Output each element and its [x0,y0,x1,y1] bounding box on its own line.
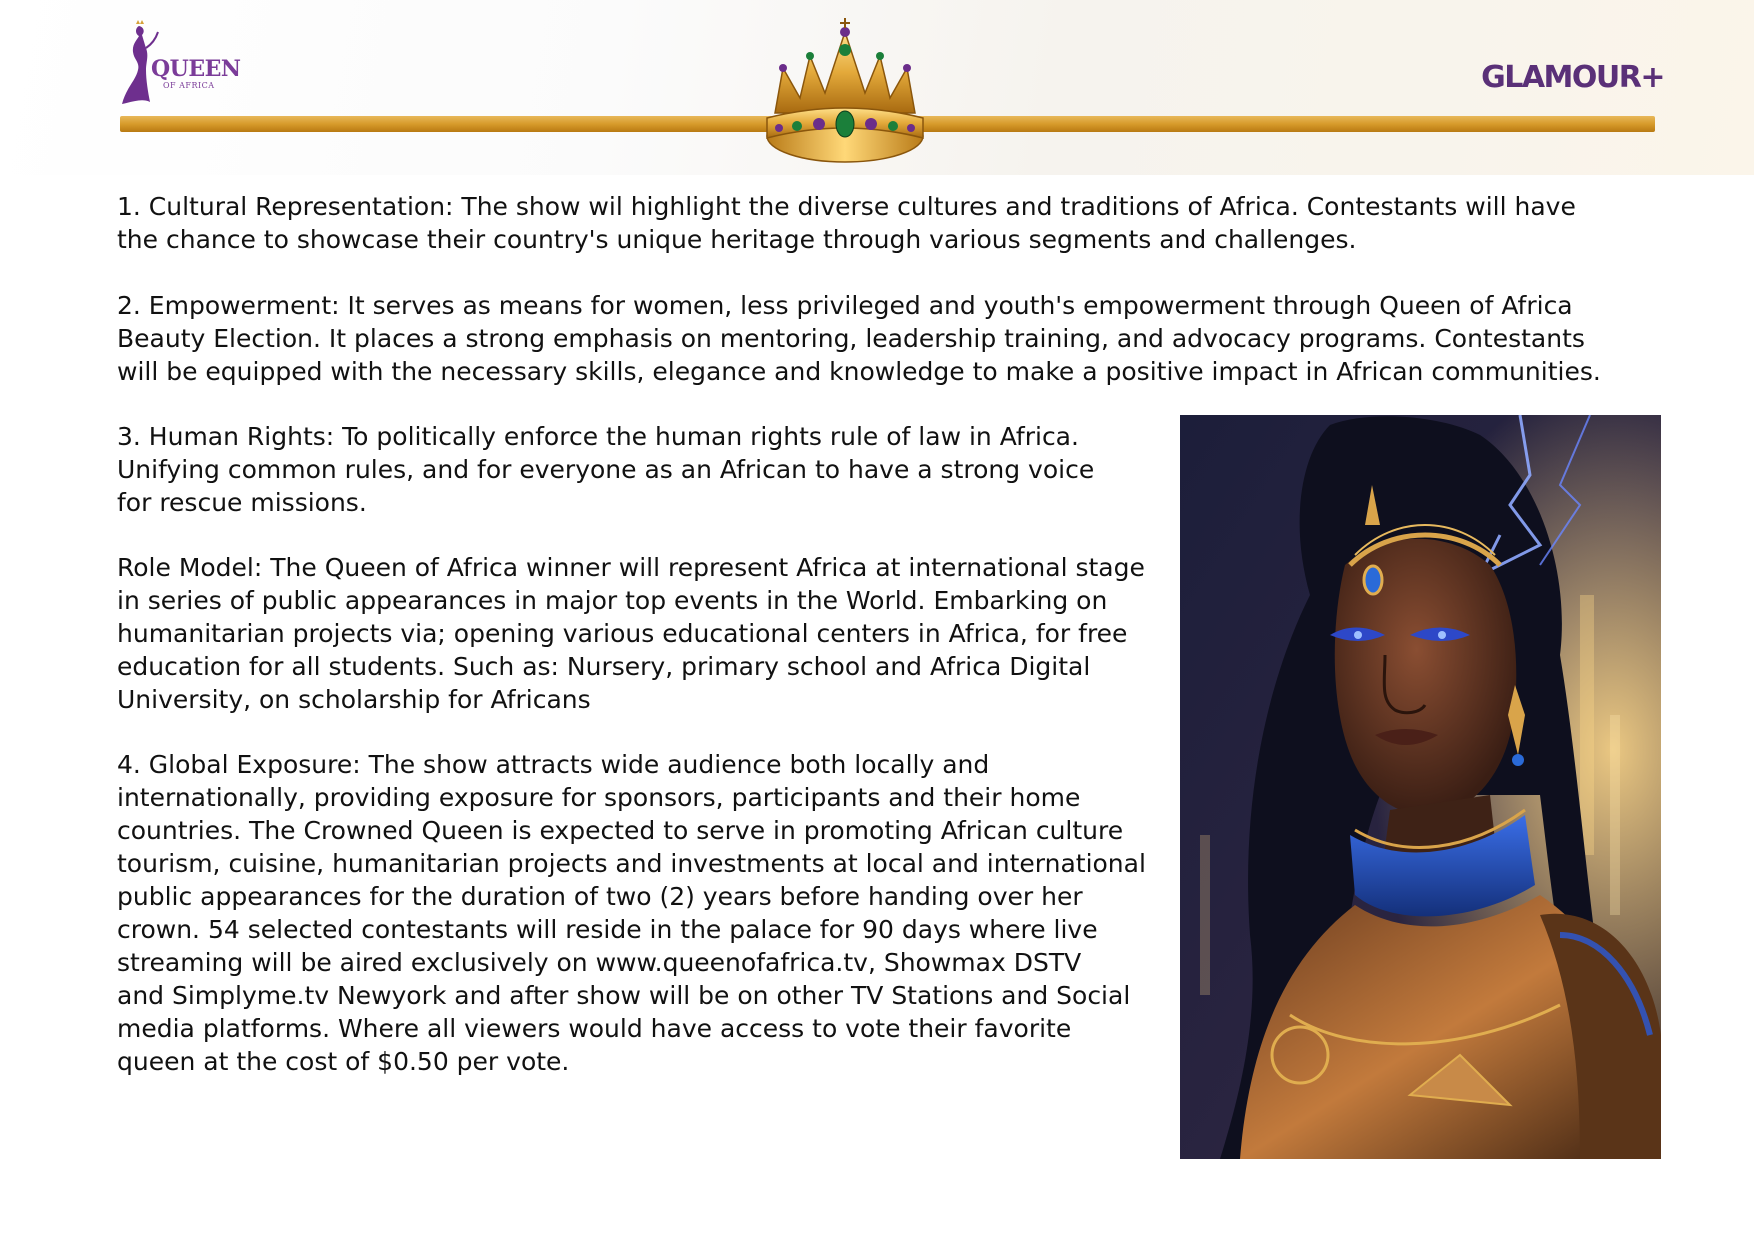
text-line: University, on scholarship for Africans [117,685,591,714]
text-line: streaming will be aired exclusively on www.queenofafrica.tv, Showmax DSTV [117,948,1082,977]
text-line: in series of public appearances in major top events in the World. Embarking on [117,586,1108,615]
paragraph-empowerment [117,289,1667,388]
text-line: will be equipped with the necessary skills, elegance and knowledge to make a positive impact in African communities. [117,357,1601,386]
text-line: queen at the cost of $0.50 per vote. [117,1047,570,1076]
page-header [0,0,1754,175]
text-line: 3. Human Rights: To politically enforce the human rights rule of law in Africa. [117,422,1079,451]
text-line: internationally, providing exposure for sponsors, participants and their home [117,783,1081,812]
text-line: for rescue missions. [117,488,367,517]
text-line: education for all students. Such as: Nursery, primary school and Africa Digital [117,652,1091,681]
text-line: tourism, cuisine, humanitarian projects and investments at local and international [117,849,1146,878]
paragraph-global-exposure [117,748,1177,1078]
logo-subtitle: OF AFRICA [163,81,215,90]
crown-icon [755,18,935,168]
queen-portrait [1180,415,1661,1159]
text-line: Unifying common rules, and for everyone as an African to have a strong voice [117,455,1095,484]
paragraph-human-rights [117,420,1177,519]
text-line: 1. Cultural Representation: The show wil highlight the diverse cultures and traditions of Africa. Contestants will have [117,192,1576,221]
text-line: public appearances for the duration of two (2) years before handing over her [117,882,1083,911]
text-line: crown. 54 selected contestants will reside in the palace for 90 days where live [117,915,1098,944]
glamour-plus-logo: GLAMOUR+ [1481,60,1664,95]
text-line: Beauty Election. It places a strong emphasis on mentoring, leadership training, and advocacy programs. Contestants [117,324,1585,353]
text-line: 4. Global Exposure: The show attracts wide audience both locally and [117,750,990,779]
text-line: Role Model: The Queen of Africa winner will represent Africa at international stage [117,553,1145,582]
text-line: humanitarian projects via; opening various educational centers in Africa, for free [117,619,1128,648]
text-line: countries. The Crowned Queen is expected to serve in promoting African culture [117,816,1124,845]
queen-of-africa-logo [118,18,241,118]
text-line: the chance to showcase their country's unique heritage through various segments and challenges. [117,225,1357,254]
text-line: and Simplyme.tv Newyork and after show will be on other TV Stations and Social [117,981,1131,1010]
paragraph-cultural-representation [117,190,1597,256]
text-line: media platforms. Where all viewers would have access to vote their favorite [117,1014,1072,1043]
logo-title: QUEEN [151,56,241,82]
text-line: 2. Empowerment: It serves as means for women, less privileged and youth's empowerment through Queen of Africa [117,291,1573,320]
paragraph-role-model [117,551,1177,716]
